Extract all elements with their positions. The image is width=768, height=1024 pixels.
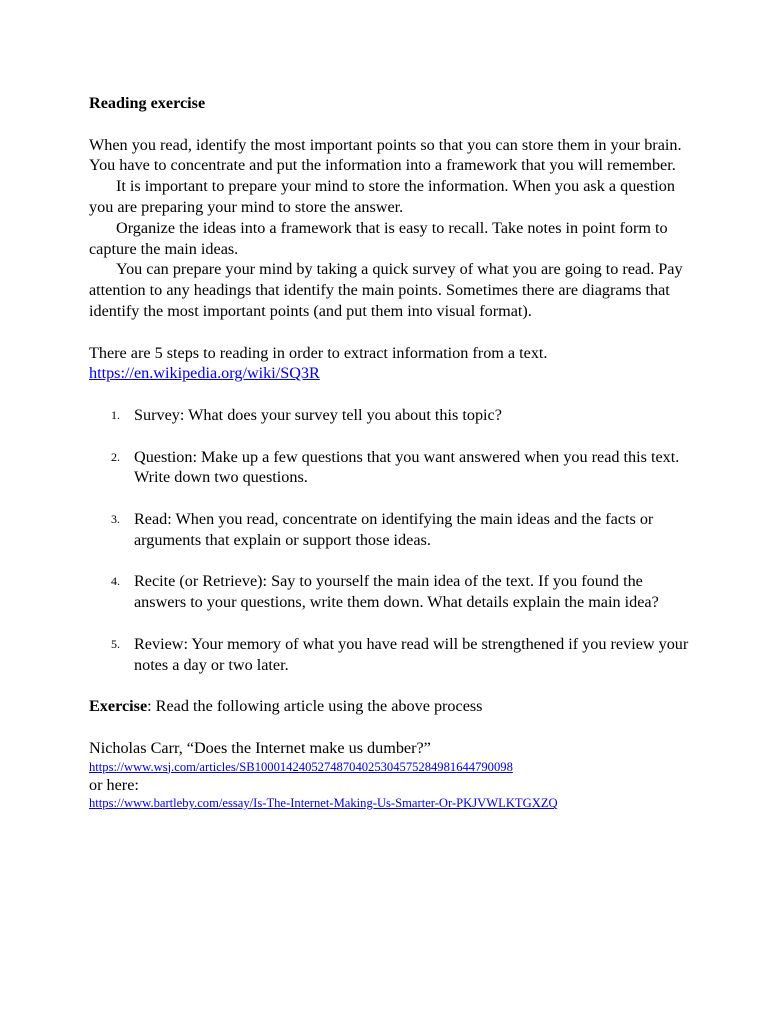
step-number: 5. bbox=[111, 636, 120, 651]
step-text: Read: When you read, concentrate on identifying the main ideas and the facts or arguments that explain or support those ideas. bbox=[134, 509, 654, 549]
step-text: Recite (or Retrieve): Say to yourself the main idea of the text. If you found the answers to your questions, write them down. What details explain the main idea? bbox=[134, 572, 659, 612]
spacer bbox=[89, 717, 689, 738]
spacer bbox=[89, 114, 689, 135]
step-number: 2. bbox=[111, 449, 120, 464]
steps-list bbox=[89, 405, 689, 675]
exercise-line bbox=[89, 696, 689, 717]
list-item bbox=[89, 405, 689, 426]
document-title: Reading exercise bbox=[89, 94, 206, 112]
steps-intro: There are 5 steps to reading in order to extract information from a text. bbox=[89, 343, 548, 362]
step-number: 3. bbox=[111, 511, 120, 526]
step-number: 4. bbox=[111, 574, 120, 589]
paragraph-survey: You can prepare your mind by taking a quick survey of what you are going to read. Pay attention to any headings that identify the main points. Sometimes there are diagrams that identify the most important points (and put them into visual format). bbox=[89, 260, 683, 320]
or-here-text: or here: bbox=[89, 775, 139, 794]
step-number: 1. bbox=[111, 407, 120, 422]
wsj-link[interactable]: https://www.wsj.com/articles/SB10001424052748704025304575284981644790098 bbox=[89, 759, 513, 774]
exercise-text: : Read the following article using the above process bbox=[147, 697, 483, 716]
document-page bbox=[89, 93, 689, 811]
paragraph-prepare: It is important to prepare your mind to store the information. When you ask a question you are preparing your mind to store the answer. bbox=[89, 177, 675, 216]
list-item bbox=[89, 447, 689, 489]
list-item bbox=[89, 509, 689, 551]
step-text: Survey: What does your survey tell you about this topic? bbox=[134, 405, 502, 424]
sq3r-link[interactable]: https://en.wikipedia.org/wiki/SQ3R bbox=[89, 364, 320, 383]
article-citation: Nicholas Carr, “Does the Internet make us dumber?” bbox=[89, 738, 431, 757]
bartleby-link[interactable]: https://www.bartleby.com/essay/Is-The-Internet-Making-Us-Smarter-Or-PKJVWLKTGXZQ bbox=[89, 796, 558, 811]
list-item bbox=[89, 571, 689, 613]
exercise-label: Exercise bbox=[89, 697, 148, 716]
step-text: Question: Make up a few questions that you want answered when you read this text. Write down two questions. bbox=[134, 447, 680, 487]
spacer bbox=[89, 384, 689, 405]
list-item bbox=[89, 634, 689, 676]
paragraph-intro: When you read, identify the most important points so that you can store them in your brain. You have to concentrate and put the information into a framework that you will remember. bbox=[89, 135, 682, 175]
sq3r-link-line bbox=[89, 363, 689, 384]
spacer bbox=[89, 322, 689, 343]
step-text: Review: Your memory of what you have read will be strengthened if you review your notes a day or two later. bbox=[134, 634, 689, 674]
paragraph-organize: Organize the ideas into a framework that is easy to recall. Take notes in point form to capture the main ideas. bbox=[89, 218, 668, 258]
